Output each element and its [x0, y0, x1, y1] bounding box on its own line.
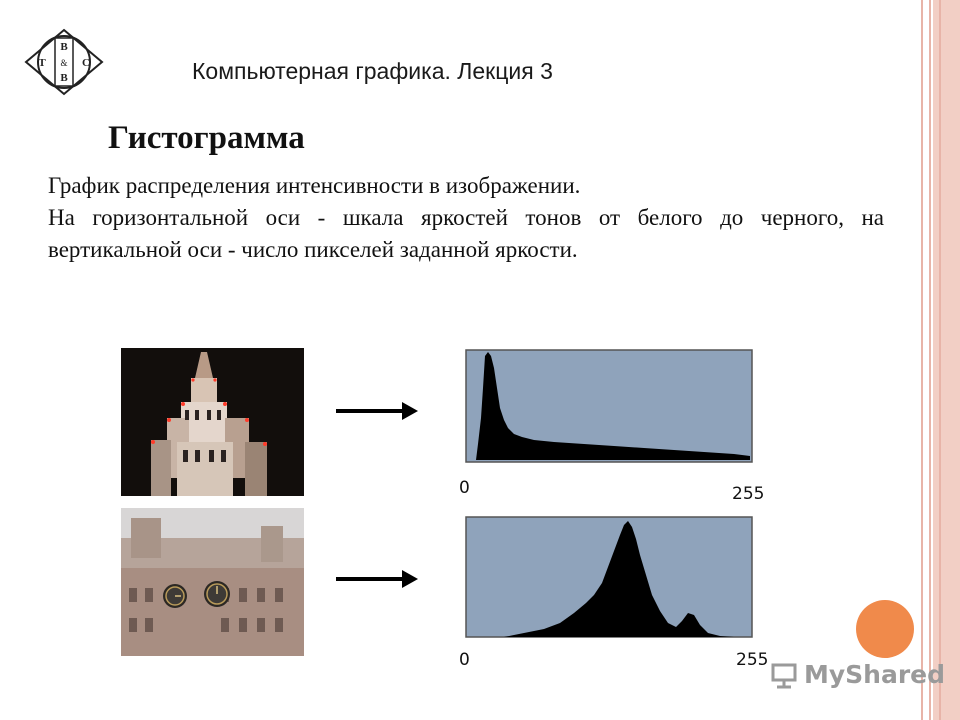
axis-min-label: 0 [459, 650, 470, 670]
header-title: Компьютерная графика. Лекция 3 [192, 58, 553, 84]
logo-letter: & [60, 58, 68, 68]
histogram [464, 515, 754, 644]
night-tower-photo [121, 348, 304, 496]
bcb-logo-icon [24, 28, 104, 96]
presentation-icon [770, 661, 798, 689]
logo-letter: B [60, 41, 68, 53]
arrow-right-icon [336, 568, 420, 595]
axis-max-label: 255 [736, 650, 769, 670]
axis-min-label: 0 [459, 478, 470, 498]
border-line [921, 0, 923, 720]
watermark-text: MyShared [804, 660, 946, 689]
day-tower-photo [121, 508, 304, 656]
paragraph: График распределения интенсивности в изображении. [48, 173, 581, 198]
paragraph: На горизонтальной оси - шкала яркостей тонов от белого до черного, на вертикальной оси - число пикселей заданной яркости. [48, 205, 884, 262]
border-line [939, 0, 941, 720]
logo-letter: T [38, 57, 46, 69]
axis-max-label: 255 [732, 484, 765, 504]
histogram [464, 348, 754, 469]
watermark [770, 660, 945, 689]
slide-title: Гистограмма [108, 120, 305, 156]
border-band [933, 0, 960, 720]
decorative-circle [856, 600, 914, 658]
border-line [929, 0, 931, 720]
arrow-right-icon [336, 400, 420, 427]
logo-letter: B [60, 72, 68, 84]
body-text [48, 170, 884, 266]
logo-letter: C [82, 57, 90, 69]
